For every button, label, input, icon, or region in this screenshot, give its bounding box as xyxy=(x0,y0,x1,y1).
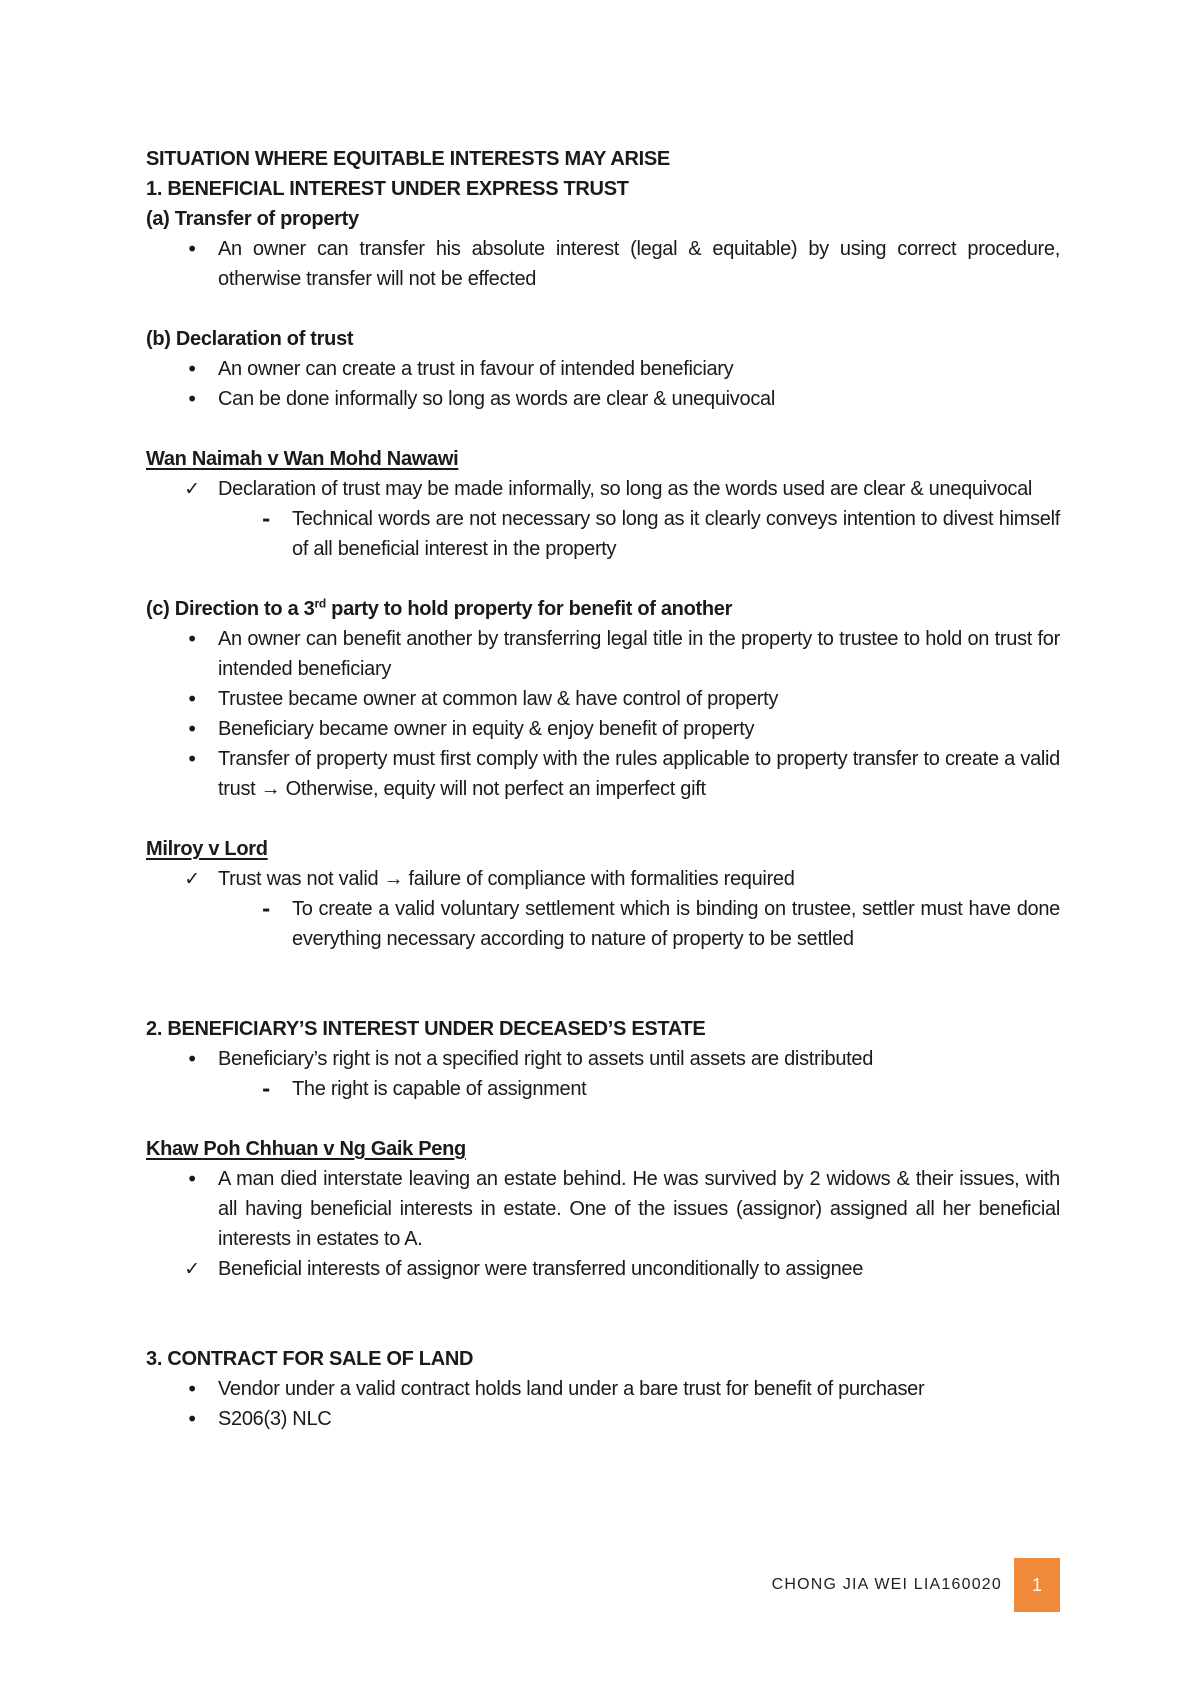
document-title: SITUATION WHERE EQUITABLE INTERESTS MAY ARISE xyxy=(146,148,670,170)
list-item-text: An owner can transfer his absolute interest (legal & equitable) by using correct procedure, otherwise transfer will not be effected xyxy=(218,238,1060,290)
list-item-text: S206(3) NLC xyxy=(218,1408,332,1430)
list-item-text: Trustee became owner at common law & have control of property xyxy=(218,688,779,710)
bullet-icon: • xyxy=(186,747,198,771)
case-name: Milroy v Lord xyxy=(146,838,268,860)
list-item-text: Trust was not valid → failure of compliance with formalities required xyxy=(218,868,795,890)
list-item xyxy=(146,1254,1060,1284)
checkmark-icon: ✓ xyxy=(184,478,200,500)
bullet-icon: • xyxy=(186,687,198,711)
list-item-text: Beneficiary’s right is not a specified right to assets until assets are distributed xyxy=(218,1048,874,1070)
subsection-c-heading: (c) Direction to a 3rd party to hold property for benefit of another xyxy=(146,596,733,620)
list-item xyxy=(146,504,1060,564)
subsection-b-list xyxy=(146,354,1060,414)
case-name: Wan Naimah v Wan Mohd Nawawi xyxy=(146,448,459,470)
section-2-heading: 2. BENEFICIARY’S INTEREST UNDER DECEASED’S ESTATE xyxy=(146,1018,706,1040)
dash-icon: - xyxy=(261,1077,270,1101)
dash-icon: - xyxy=(261,507,270,531)
case-notes xyxy=(146,1164,1060,1284)
list-item-text: A man died interstate leaving an estate behind. He was survived by 2 widows & their issues, with all having beneficial interests in estate. One of the issues (assignor) assigned all her beneficial interests in estates to A. xyxy=(218,1168,1060,1250)
list-item-text: An owner can create a trust in favour of intended beneficiary xyxy=(218,358,734,380)
list-item-text: To create a valid voluntary settlement which is binding on trustee, settler must have done everything necessary according to nature of property to be settled xyxy=(292,898,1060,950)
page-number: 1 xyxy=(1031,1574,1042,1595)
dash-icon: - xyxy=(261,897,270,921)
subsection-a-list xyxy=(146,234,1060,294)
list-item xyxy=(146,744,1060,804)
list-item xyxy=(146,894,1060,954)
list-item xyxy=(146,474,1060,504)
bullet-icon: • xyxy=(186,237,198,261)
list-item xyxy=(146,234,1060,294)
list-item-text: Technical words are not necessary so long as it clearly conveys intention to divest himself of all beneficial interest in the property xyxy=(292,508,1060,560)
section-3-list xyxy=(146,1374,1060,1434)
bullet-icon: • xyxy=(186,1377,198,1401)
case-name: Khaw Poh Chhuan v Ng Gaik Peng xyxy=(146,1138,466,1160)
document-body xyxy=(146,144,1060,1434)
list-item xyxy=(146,684,1060,714)
bullet-icon: • xyxy=(186,1047,198,1071)
list-item xyxy=(146,1164,1060,1254)
bullet-icon: • xyxy=(186,717,198,741)
bullet-icon: • xyxy=(186,357,198,381)
case-notes xyxy=(146,474,1060,564)
subsection-c-list xyxy=(146,624,1060,804)
list-item xyxy=(146,714,1060,744)
bullet-icon: • xyxy=(186,387,198,411)
list-item xyxy=(146,384,1060,414)
list-item-text: Vendor under a valid contract holds land under a bare trust for benefit of purchaser xyxy=(218,1378,925,1400)
list-item-text: Can be done informally so long as words are clear & unequivocal xyxy=(218,388,775,410)
section-2-list xyxy=(146,1044,1060,1104)
list-item xyxy=(146,1374,1060,1404)
list-item xyxy=(146,1404,1060,1434)
list-item-text: Transfer of property must first comply with the rules applicable to property transfer to create a valid trust → Otherwise, equity will not perfect an imperfect gift xyxy=(218,748,1060,800)
list-item-text: Beneficiary became owner in equity & enjoy benefit of property xyxy=(218,718,755,740)
list-item xyxy=(146,1044,1060,1074)
list-item xyxy=(146,1074,1060,1104)
section-1-heading: 1. BENEFICIAL INTEREST UNDER EXPRESS TRUST xyxy=(146,178,629,200)
subsection-b-heading: (b) Declaration of trust xyxy=(146,328,354,350)
checkmark-icon: ✓ xyxy=(184,868,200,890)
subsection-a-heading: (a) Transfer of property xyxy=(146,208,359,230)
bullet-icon: • xyxy=(186,1167,198,1191)
list-item xyxy=(146,354,1060,384)
list-item-text: An owner can benefit another by transferring legal title in the property to trustee to hold on trust for intended beneficiary xyxy=(218,628,1060,680)
list-item xyxy=(146,624,1060,684)
bullet-icon: • xyxy=(186,627,198,651)
page-number-badge xyxy=(1014,1558,1060,1612)
footer-author: CHONG JIA WEI LIA160020 xyxy=(771,1576,1002,1593)
section-3-heading: 3. CONTRACT FOR SALE OF LAND xyxy=(146,1348,474,1370)
list-item-text: Declaration of trust may be made informally, so long as the words used are clear & unequivocal xyxy=(218,478,1033,500)
list-item-text: The right is capable of assignment xyxy=(292,1078,587,1100)
bullet-icon: • xyxy=(186,1407,198,1431)
checkmark-icon: ✓ xyxy=(184,1258,200,1280)
page-footer xyxy=(772,1558,1060,1612)
case-notes xyxy=(146,864,1060,954)
list-item-text: Beneficial interests of assignor were transferred unconditionally to assignee xyxy=(218,1258,864,1280)
list-item xyxy=(146,864,1060,894)
